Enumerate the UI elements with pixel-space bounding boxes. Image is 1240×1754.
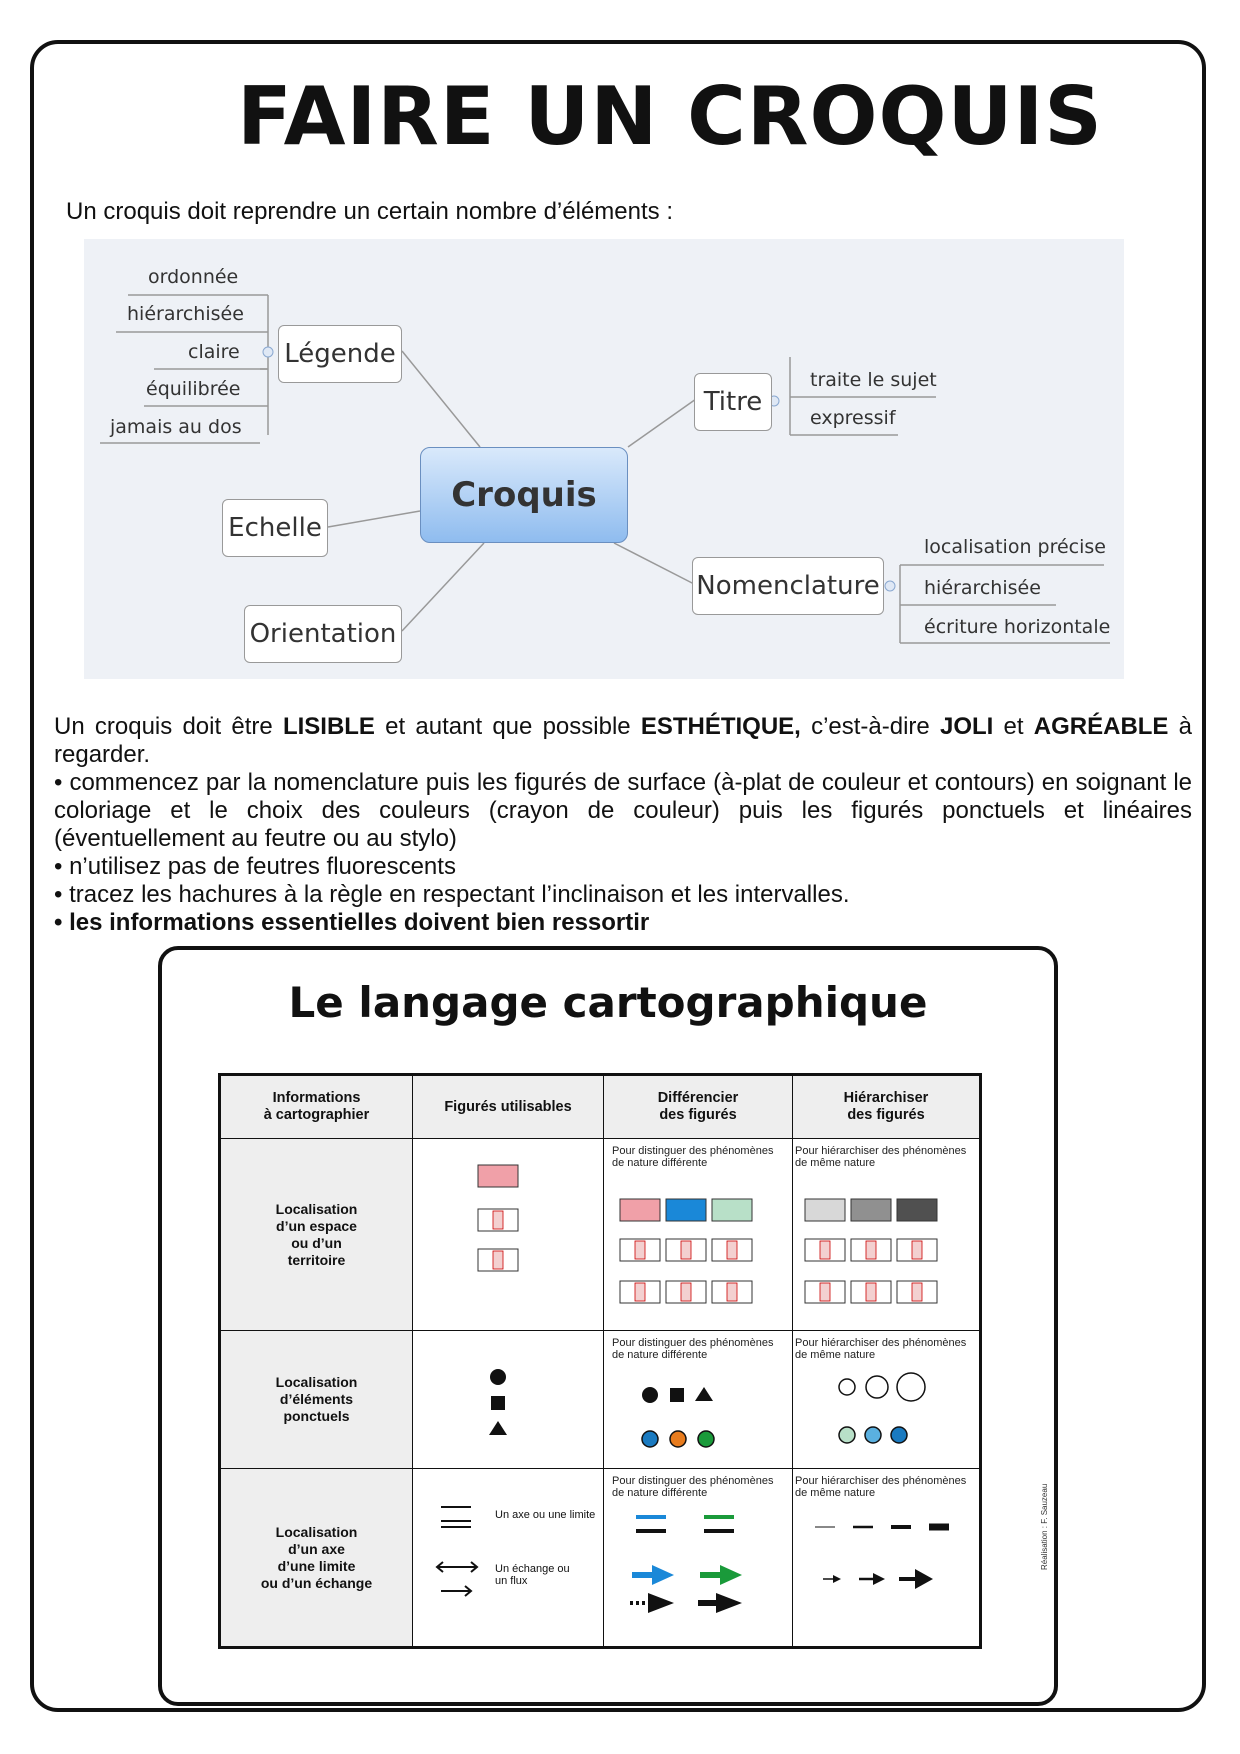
advice-text xyxy=(54,713,1192,937)
bullet-hachures: • tracez les hachures à la règle en respectant l’inclinaison et les intervalles. xyxy=(54,881,850,908)
swatch-pink xyxy=(620,1199,660,1221)
mindmap-node-legende: Légende xyxy=(278,325,402,383)
hatch-swatch-2 xyxy=(478,1249,518,1271)
header-informations: Informations à cartographier xyxy=(220,1075,413,1139)
note-hierarchiser: Pour hiérarchiser des phénomènes de même nature xyxy=(795,1145,967,1169)
bullet-nomenclature: • commencez par la nomenclature puis les figurés de surface (à-plat de couleur et contours) en soignant le coloriage et le choix des couleurs (crayon de couleur) puis les figurés ponctuels et linéaires (éventuellement au feutre ou au stylo) xyxy=(54,769,1192,852)
surface-pink-swatch xyxy=(478,1165,518,1187)
swatch-blue xyxy=(666,1199,706,1221)
hierarchiser-ponctuels xyxy=(793,1331,981,1469)
hatch-swatch-1 xyxy=(478,1209,518,1231)
row-label-lineaires: Localisation d’un axe d’une limite ou d’un échange xyxy=(220,1469,413,1648)
arrow-dotted xyxy=(630,1593,674,1613)
table-row xyxy=(220,1139,981,1331)
differencier-lineaires xyxy=(604,1469,793,1648)
swatch-grey-light xyxy=(805,1199,845,1221)
arrow-solid xyxy=(698,1593,742,1613)
note-differencier: Pour distinguer des phénomènes de nature différente xyxy=(612,1145,774,1169)
note-hierarchiser: Pour hiérarchiser des phénomènes de même nature xyxy=(795,1475,967,1499)
arrow-green xyxy=(700,1565,742,1585)
paragraph-lisible: Un croquis doit être LISIBLE et autant que possible ESTHÉTIQUE, c’est-à-dire JOLI et AGRÉABLE à regarder. xyxy=(54,713,1192,768)
header-differencier: Différencier des figurés xyxy=(604,1075,793,1139)
figures-ponctuels xyxy=(413,1331,604,1469)
swatch-grey-mid xyxy=(851,1199,891,1221)
swatch-mint xyxy=(712,1199,752,1221)
table-row xyxy=(220,1331,981,1469)
bullet-fluorescents: • n’utilisez pas de feutres fluorescents xyxy=(54,853,456,880)
circle-symbol xyxy=(490,1369,506,1385)
line-figures-svg xyxy=(413,1469,603,1643)
bullet-essentielles: • les informations essentielles doivent bien ressortir xyxy=(54,909,650,936)
axe-label: Un axe ou une limite xyxy=(495,1509,596,1521)
figures-surface xyxy=(413,1139,604,1331)
mindmap-leaf: hiérarchisée xyxy=(127,303,244,325)
mindmap-leaf: hiérarchisée xyxy=(924,577,1041,599)
square-symbol xyxy=(491,1396,505,1410)
mindmap-leaf: claire xyxy=(188,341,240,363)
differencier-surface xyxy=(604,1139,793,1331)
mindmap-leaf: traite le sujet xyxy=(810,369,937,391)
note-differencier: Pour distinguer des phénomènes de nature différente xyxy=(612,1337,774,1361)
hierarchiser-lineaires xyxy=(793,1469,981,1648)
langage-title: Le langage cartographique xyxy=(288,978,928,1027)
mindmap-node-orientation: Orientation xyxy=(244,605,402,663)
mindmap-leaf: ordonnée xyxy=(148,266,239,288)
langage-panel xyxy=(158,946,1058,1706)
mindmap-node-titre: Titre xyxy=(694,373,772,431)
page-title: FAIRE UN CROQUIS xyxy=(237,70,1103,163)
arrow-blue xyxy=(632,1565,674,1585)
table-row xyxy=(220,1469,981,1648)
flux-label: Un échange ou un flux xyxy=(495,1563,570,1587)
intro-text: Un croquis doit reprendre un certain nombre d’éléments : xyxy=(66,198,673,225)
surface-figures-svg xyxy=(413,1139,603,1327)
mindmap-leaf: écriture horizontale xyxy=(924,616,1111,638)
mindmap-center-node: Croquis xyxy=(420,447,628,543)
row-label-espace: Localisation d’un espace ou d’un territoire xyxy=(220,1139,413,1331)
hierarchiser-surface xyxy=(793,1139,981,1331)
header-hierarchiser: Hiérarchiser des figurés xyxy=(793,1075,981,1139)
mindmap xyxy=(84,239,1124,679)
figures-lineaires xyxy=(413,1469,604,1648)
mindmap-node-echelle: Echelle xyxy=(222,499,328,557)
row-label-ponctuels: Localisation d’éléments ponctuels xyxy=(220,1331,413,1469)
header-figures: Figurés utilisables xyxy=(413,1075,604,1139)
mindmap-leaf: équilibrée xyxy=(146,378,241,400)
point-figures-svg xyxy=(413,1331,603,1465)
table-header-row xyxy=(220,1075,981,1139)
note-differencier: Pour distinguer des phénomènes de nature différente xyxy=(612,1475,774,1499)
mindmap-leaf: jamais au dos xyxy=(110,416,242,438)
legend-table xyxy=(218,1073,982,1649)
mindmap-leaf: expressif xyxy=(810,407,896,429)
mindmap-leaf: localisation précise xyxy=(924,536,1106,558)
differencier-ponctuels xyxy=(604,1331,793,1469)
triangle-symbol xyxy=(489,1421,507,1435)
note-hierarchiser: Pour hiérarchiser des phénomènes de même nature xyxy=(795,1337,967,1361)
mindmap-node-nomenclature: Nomenclature xyxy=(692,557,884,615)
swatch-grey-dark xyxy=(897,1199,937,1221)
credit-text: Réalisation : F. Sauzeau xyxy=(1040,1483,1049,1570)
